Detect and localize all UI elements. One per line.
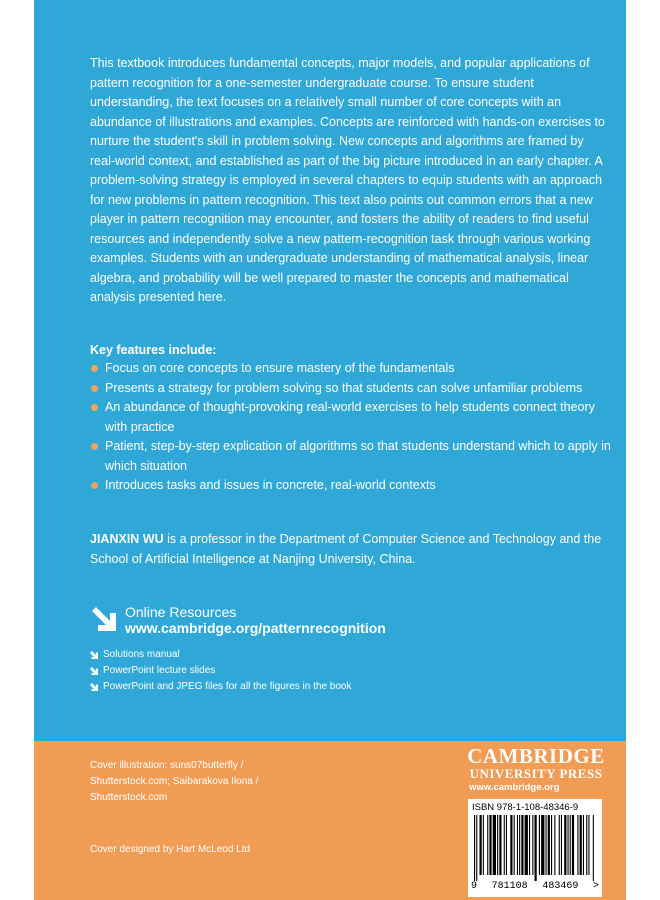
feature-item: Introduces tasks and issues in concrete, real-world contexts [90,476,612,496]
key-features-heading: Key features include: [90,343,217,357]
barcode-bar [519,815,520,875]
author-name: JIANXIN WU [90,532,164,546]
barcode-bar [541,815,544,875]
barcode-bar [517,815,518,875]
barcode-digit-group: 9 [471,881,478,892]
barcode-bar [499,815,501,875]
bullet-icon [91,482,98,489]
key-features-list [90,359,612,496]
bullet-icon [91,385,98,392]
barcode-bar [546,815,547,875]
online-resources-url[interactable]: www.cambridge.org/patternrecognition [125,620,386,636]
barcode-bar [493,815,496,875]
publisher-logo [466,745,606,794]
barcode-bar [568,815,569,875]
arrow-down-right-icon [90,683,98,691]
barcode-digit-group: > [592,881,599,892]
barcode-bar [497,815,498,875]
cover-illustration-credit: Cover illustration: suns07butterfly / Shutterstock.com; Saibarakova Ilona / Shutterstock.com [90,760,259,803]
bullet-icon [91,404,98,411]
publisher-press: UNIVERSITY PRESS [469,766,603,781]
resource-item: Solutions manual [90,647,351,663]
barcode-bar [559,815,560,875]
barcode-bar [583,815,584,875]
barcode-bar [586,815,587,875]
feature-item: An abundance of thought-provoking real-world exercises to help students connect theory with practice [90,398,612,437]
barcode-bar [480,815,482,875]
barcode-bar [539,815,540,875]
barcode-bar [570,815,571,875]
barcode-bar [551,815,552,875]
resource-item: PowerPoint and JPEG files for all the figures in the book [90,679,351,695]
book-description: This textbook introduces fundamental concepts, major models, and popular applications of pattern recognition for a one-semester undergraduate course. To ensure student understanding, the text focuses on a relatively small number of core concepts with an abundance of illustrations and examples. Concepts are reinforced with hands-on exercises to nurture the student's skill in problem solving. New concepts and algorithms are framed by real-world context, and established as part of the big picture introduced in an early chapter. A problem-solving strategy is employed in several chapters to equip students with an approach for new problems in pattern recognition. This text also points out common errors that a new player in pattern recognition may encounter, and fosters the ability of readers to find useful resources and independently solve a new pattern-recognition task through various working examples. Students with an undergraduate understanding of mathematical analysis, linear algebra, and probability will be well prepared to master the concepts and mathematical analysis presented here. [90,56,605,304]
barcode-bar [577,815,578,875]
arrow-down-right-icon [90,651,98,659]
barcode-bar [535,815,537,881]
barcode-bar [506,815,507,875]
barcode-bar [514,815,515,875]
online-resources [90,603,490,639]
barcode-bar [588,815,589,875]
barcode-bar [476,815,477,881]
barcode-bar [532,815,533,875]
barcode-digits [468,881,602,892]
bullet-icon [91,443,98,450]
arrow-down-right-icon [90,605,118,633]
barcode-bars [472,815,598,881]
cover-designer-credit: Cover designed by Hart McLeod Ltd [90,844,251,855]
publisher-website: www.cambridge.org [469,782,560,793]
online-resources-label: Online Resources [125,604,237,620]
isbn-label: ISBN 978-1-108-48346-9 [472,802,579,813]
feature-item: Presents a strategy for problem solving so that students can solve unfamiliar problems [90,379,612,399]
barcode-bar [474,815,475,881]
barcode-bar [580,815,582,875]
arrow-down-right-icon [90,667,98,675]
barcode-bar [529,815,530,875]
barcode-digit-group: 483469 [542,881,579,892]
barcode-bar [548,815,550,875]
barcode-bar [554,815,555,875]
feature-item: Focus on core concepts to ensure mastery of the fundamentals [90,359,612,379]
footer-band [34,741,626,900]
barcode-digit-group: 781108 [491,881,528,892]
feature-item: Patient, step-by-step explication of algorithms so that students understand which to apply in which situation [90,437,612,476]
author-description: is a professor in the Department of Computer Science and Technology and the School of Artificial Intelligence at Nanjing University, China. [90,532,602,566]
publisher-name: CAMBRIDGE [467,744,605,768]
resource-item: PowerPoint lecture slides [90,663,351,679]
isbn-barcode [468,799,602,897]
back-cover [34,0,626,900]
resources-list [90,647,351,695]
barcode-bar [489,815,491,875]
author-bio [90,530,610,569]
barcode-bar [510,815,512,875]
barcode-bar [487,815,488,875]
barcode-bar [564,815,566,875]
barcode-bar [483,815,484,875]
barcode-bar [504,815,505,875]
barcode-bar [521,815,523,875]
barcode-bar [561,815,562,875]
bullet-icon [91,365,98,372]
barcode-bar [593,815,594,881]
barcode-bar [525,815,528,875]
barcode-bar [572,815,574,875]
